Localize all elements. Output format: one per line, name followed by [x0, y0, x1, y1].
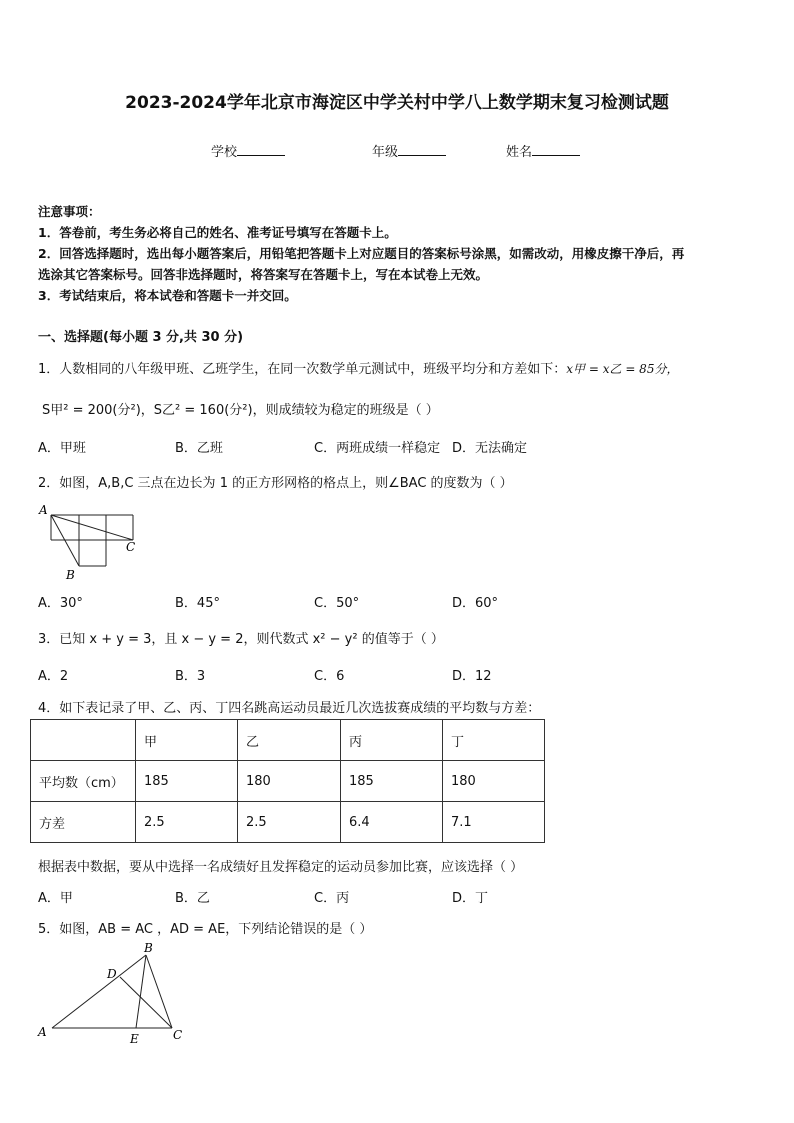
q3-option-b: B．3 — [175, 669, 206, 684]
q3-option-d: D．12 — [452, 669, 492, 684]
q4-option-b: B．乙 — [175, 891, 210, 906]
grade-field — [372, 141, 446, 160]
q3-text: 3．已知 x + y = 3，且 x − y = 2，则代数式 x² − y² 的值等于（ ） — [38, 632, 444, 647]
q2-label-b: B — [66, 568, 75, 582]
name-blank — [532, 144, 580, 156]
table-cell: 7.1 — [443, 802, 545, 843]
table-row — [31, 761, 545, 802]
q4-option-c: C．丙 — [314, 891, 350, 906]
q2-text: 2．如图，A,B,C 三点在边长为 1 的正方形网格的格点上，则∠BAC 的度数为（ ） — [38, 476, 513, 491]
q2-grid-figure — [34, 500, 144, 585]
q4-after-text: 根据表中数据，要从中选择一名成绩好且发挥稳定的运动员参加比赛，应该选择（ ） — [38, 860, 524, 875]
q5-label-d: D — [107, 967, 117, 981]
table-cell: 185 — [341, 761, 443, 802]
table-cell: 6.4 — [341, 802, 443, 843]
q1-option-b: B．乙班 — [175, 441, 223, 456]
table-cell: 丙 — [341, 720, 443, 761]
q5-text: 5．如图，AB = AC ，AD = AE，下列结论错误的是（ ） — [38, 922, 373, 937]
q1-option-d: D．无法确定 — [452, 441, 528, 456]
table-row — [31, 802, 545, 843]
table-cell: 丁 — [443, 720, 545, 761]
q1-formula-b: S甲² = 200(分²)，S乙² = 160(分²)，则成绩较为稳定的班级是（ ） — [42, 403, 439, 418]
q2-option-b: B．45° — [175, 596, 220, 611]
q2-option-a: A．30° — [38, 596, 83, 611]
q4-option-d: D．丁 — [452, 891, 489, 906]
page-title: 2023-2024学年北京市海淀区中学关村中学八上数学期末复习检测试题 — [125, 93, 669, 113]
q1-text — [38, 358, 678, 377]
table-cell: 乙 — [238, 720, 341, 761]
q5-label-e: E — [130, 1032, 139, 1046]
q2-grid-lines — [51, 515, 136, 566]
table-cell: 180 — [238, 761, 341, 802]
notice-item-3: 3．考试结束后，将本试卷和答题卡一并交回。 — [38, 288, 297, 303]
table-cell: 平均数（cm） — [31, 761, 136, 802]
q2-option-c: C．50° — [314, 596, 360, 611]
q5-label-c: C — [173, 1028, 183, 1042]
school-blank — [237, 144, 285, 156]
table-cell: 方差 — [31, 802, 136, 843]
q1-option-a: A．甲班 — [38, 441, 86, 456]
q1-text-a: 1．人数相同的八年级甲班、乙班学生，在同一次数学单元测试中，班级平均分和方差如下： — [38, 362, 567, 377]
q3-option-a: A．2 — [38, 669, 69, 684]
section-heading: 一、选择题(每小题 3 分,共 30 分) — [38, 330, 244, 345]
q1-option-c: C．两班成绩一样稳定 — [314, 441, 441, 456]
school-label: 学校 — [211, 145, 238, 160]
table-cell: 甲 — [136, 720, 238, 761]
q4-table — [30, 719, 545, 843]
notice-item-1: 1．答卷前，考生务必将自己的姓名、准考证号填写在答题卡上。 — [38, 225, 397, 240]
table-cell — [31, 720, 136, 761]
table-header-row — [31, 720, 545, 761]
q4-option-a: A．甲 — [38, 891, 73, 906]
q5-triangle-lines — [52, 955, 172, 1028]
school-field — [211, 141, 285, 160]
q4-text: 4．如下表记录了甲、乙、丙、丁四名跳高运动员最近几次选拔赛成绩的平均数与方差： — [38, 701, 541, 716]
q2-label-c: C — [126, 540, 136, 554]
notice-item-2: 2．回答选择题时，选出每小题答案后，用铅笔把答题卡上对应题目的答案标号涂黑，如需改动，用橡皮擦干净后，再 — [38, 246, 685, 261]
q2-option-d: D．60° — [452, 596, 499, 611]
q5-triangle-figure — [34, 940, 194, 1050]
table-cell: 2.5 — [136, 802, 238, 843]
q1-formula-a: x甲 = x乙 = 85分， — [566, 362, 679, 376]
name-field — [506, 141, 580, 160]
q2-label-a: A — [39, 503, 48, 517]
q3-option-c: C．6 — [314, 669, 345, 684]
q5-label-a: A — [38, 1025, 47, 1039]
name-label: 姓名 — [506, 145, 533, 160]
table-cell: 2.5 — [238, 802, 341, 843]
grade-label: 年级 — [372, 145, 399, 160]
grade-blank — [398, 144, 446, 156]
table-cell: 185 — [136, 761, 238, 802]
q5-label-b: B — [144, 941, 153, 955]
notice-heading: 注意事项： — [38, 204, 101, 219]
table-cell: 180 — [443, 761, 545, 802]
notice-item-2-cont: 选涂其它答案标号。回答非选择题时，将答案写在答题卡上，写在本试卷上无效。 — [38, 267, 489, 282]
